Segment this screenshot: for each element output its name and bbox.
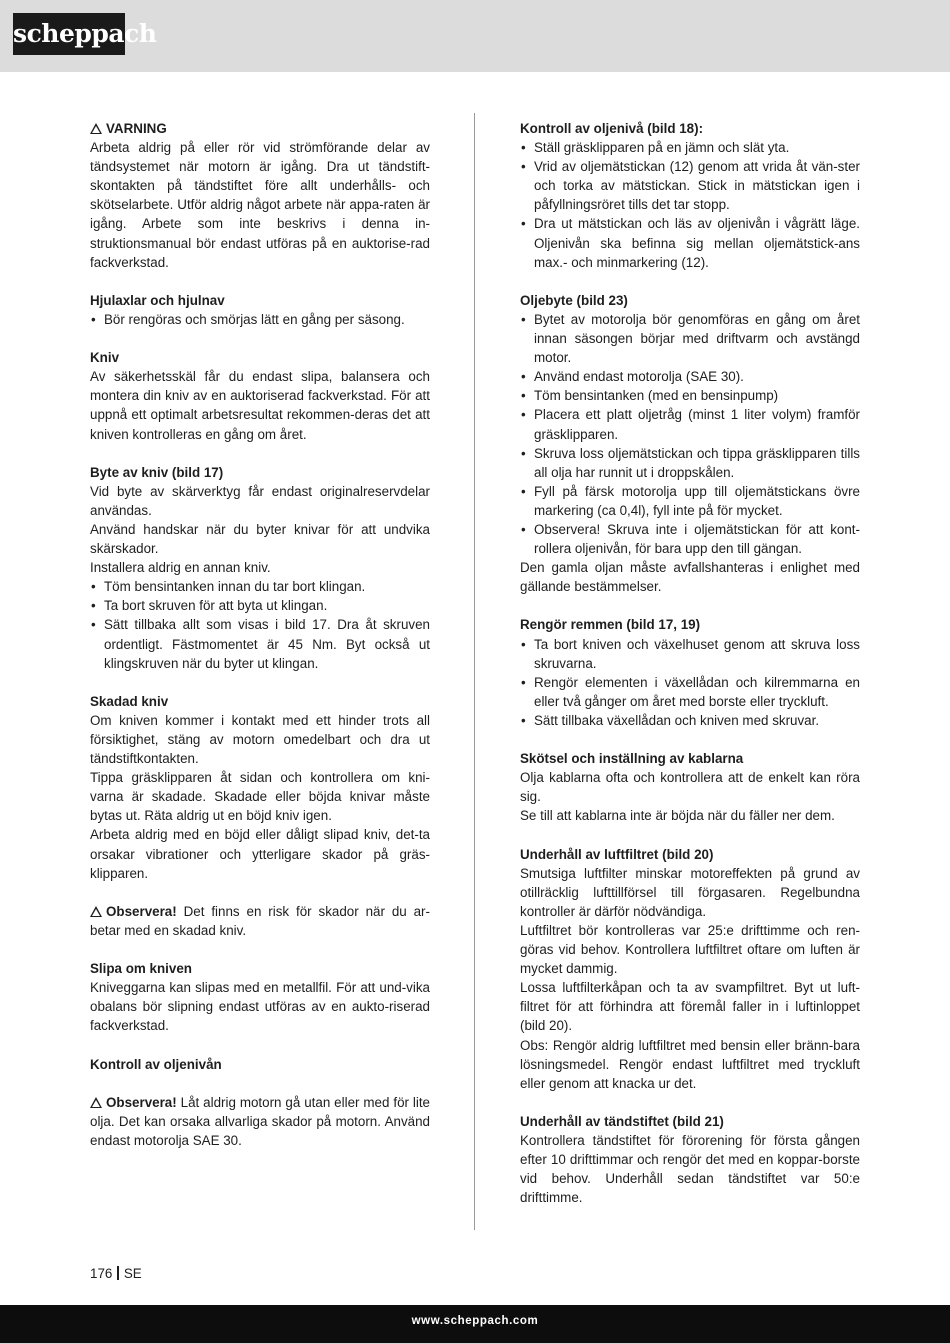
cables-section — [520, 749, 860, 825]
list-item: • Använd endast motorolja (SAE 30). — [520, 367, 860, 386]
paragraph: Av säkerhetsskäl får du endast slipa, balansera och montera din kniv av en auktoriserad fackverkstad. För att uppnå ett optimalt arbetsresultat rekommen-deras det att kniven kontrolleras en gång om året. — [90, 369, 430, 442]
paragraph: Obs: Rengör aldrig luftfiltret med bensin eller bränn-bara lösningsmedel. Rengör endast luftfiltret med tryckluft eller genom att knacka ur det. — [520, 1037, 860, 1091]
bullet-list — [520, 138, 860, 272]
list-item: • Ta bort skruven för att byta ut klingan. — [90, 596, 430, 615]
language-code: SE — [123, 1266, 142, 1281]
damaged-knife-section — [90, 692, 430, 883]
website-url: www.scheppach.com — [411, 1315, 539, 1327]
warning-triangle-icon — [90, 906, 102, 917]
caution-note-2 — [90, 1093, 430, 1150]
paragraph: Luftfiltret bör kontrolleras var 25:e drifttimme och ren-göras vid behov. Kontrollera luftfiltret oftare om luften är mycket dammig. — [520, 922, 860, 977]
paragraph: Lossa luftfilterkåpan och ta av svampfiltret. Byt ut luft-filtret för att förhindra att föremål faller in i luftinloppet (bild 20). — [520, 980, 860, 1034]
warning-heading: VARNING — [90, 119, 430, 138]
column-divider — [474, 113, 475, 1230]
warning-triangle-icon — [90, 1097, 102, 1108]
section-heading: Byte av kniv (bild 17) — [90, 464, 224, 480]
bullet-list — [90, 310, 430, 329]
list-item: • Skruva loss oljemätstickan och tippa gräsklipparen tills all olja har runnit ut i droppskålen. — [520, 444, 860, 482]
list-item: • Sätt tillbaka allt som visas i bild 17. Dra åt skruven ordentligt. Fästmomentet är 45 Nm. Byt också ut klingskruven när du byter ut klingan. — [90, 615, 430, 672]
scheppach-logo: scheppach — [13, 13, 125, 55]
oil-level-section — [520, 119, 860, 272]
knife-replacement-section — [90, 463, 430, 673]
warning-triangle-icon — [90, 123, 102, 134]
paragraph: Använd handskar när du byter knivar för att undvika skärskador. — [90, 521, 430, 557]
belt-cleaning-section — [520, 615, 860, 730]
warning-text: Arbeta aldrig på eller rör vid strömförande delar av tändsystemet när motorn är igång. Dra ut tändstift-skontakten på tändstiftet före allt underhålls- och skötselarbete. Utför aldrig något arbete när appa-raten är igång. Arbete som inte beskrivs i denna in-struktionsmanual bör endast utföras på en auktorise-rad fackverkstad. — [90, 140, 430, 270]
paragraph: Om kniven kommer i kontakt med ett hinder trots all försiktighet, stäng av motorn omedelbart och dra ut tändstiftkontakten. — [90, 712, 430, 767]
left-column — [90, 119, 430, 1169]
list-item: • Observera! Skruva inte i oljemätstickan för att kont-rollera oljenivån, för bara upp den till gängan. — [520, 520, 860, 558]
list-item: • Vrid av oljemätstickan (12) genom att vrida åt vän-ster och torka av mätstickan. Stick in mätstickan igen i påfyllningsröret tills det tar stopp. — [520, 157, 860, 214]
list-item: • Placera ett platt oljetråg (minst 1 liter volym) framför gräsklipparen. — [520, 405, 860, 443]
knife-section — [90, 348, 430, 443]
caution-text: Låt aldrig motorn gå utan eller med för lite olja. Det kan orsaka allvarliga skador på motorn. Använd endast motorolja SAE 30. — [90, 1094, 430, 1148]
section-heading: Slipa om kniven — [90, 961, 192, 977]
list-item: • Töm bensintanken innan du tar bort klingan. — [90, 577, 430, 596]
list-item: • Töm bensintanken (med en bensinpump) — [520, 386, 860, 405]
bullet-list — [90, 577, 430, 672]
paragraph: Kniveggarna kan slipas med en metallfil. För att und-vika obalans bör slipning endast utföras av en aukto-riserad fackverkstad. — [90, 980, 430, 1034]
caution-note-1 — [90, 902, 430, 940]
wheel-axles-section — [90, 291, 430, 329]
warning-section — [90, 119, 430, 272]
section-heading: Underhåll av tändstiftet (bild 21) — [520, 1113, 724, 1129]
section-heading: Skadad kniv — [90, 693, 169, 709]
list-item: • Dra ut mätstickan och läs av oljenivån i vågrätt läge. Oljenivån ska befinna sig mellan oljemätstick-ans max.- och minmarkering (12). — [520, 214, 860, 271]
header-bar — [0, 0, 950, 72]
paragraph: Smutsiga luftfilter minskar motoreffekten på grund av otillräcklig lufttillförsel till förgasaren. Regelbundna kontroller är därför nödvändiga. — [520, 865, 860, 919]
section-heading: Kontroll av oljenivån — [90, 1056, 222, 1072]
section-heading: Kontroll av oljenivå (bild 18): — [520, 121, 704, 136]
list-item: • Ta bort kniven och växelhuset genom att skruva loss skruvarna. — [520, 635, 860, 673]
list-item: • Ställ gräsklipparen på en jämn och slät yta. — [520, 138, 860, 157]
oil-check-heading-section — [90, 1055, 430, 1074]
paragraph: Se till att kablarna inte är böjda när du fäller ner dem. — [520, 808, 835, 824]
bullet-list — [520, 310, 860, 558]
list-item: • Sätt tillbaka växellådan och kniven med skruvar. — [520, 711, 860, 730]
list-item: • Rengör elementen i växellådan och kilremmarna en eller två gånger om året med borste eller tryckluft. — [520, 673, 860, 711]
caution-label: Observera! — [106, 1094, 177, 1110]
paragraph: Den gamla oljan måste avfallshanteras i enlighet med gällande bestämmelser. — [520, 560, 860, 595]
section-heading: Hjulaxlar och hjulnav — [90, 292, 225, 308]
oil-change-section — [520, 291, 860, 597]
paragraph: Installera aldrig en annan kniv. — [90, 560, 271, 576]
section-heading: Skötsel och inställning av kablarna — [520, 751, 744, 767]
list-item: • Bör rengöras och smörjas lätt en gång per säsong. — [90, 310, 430, 329]
section-heading: Oljebyte (bild 23) — [520, 292, 628, 308]
paragraph: Vid byte av skärverktyg får endast originalreservdelar användas. — [90, 483, 430, 518]
right-column — [520, 119, 860, 1226]
footer-separator — [117, 1266, 119, 1280]
paragraph: Kontrollera tändstiftet för förorening för första gången efter 10 drifttimmar och rengör det med en koppar-borste vid behov. Underhåll sedan tändstiftet var 50:e drifttimme. — [520, 1132, 860, 1206]
paragraph: Olja kablarna ofta och kontrollera att de enkelt kan röra sig. — [520, 770, 860, 805]
list-item: • Fyll på färsk motorolja upp till oljemätstickans övre markering (ca 0,4l), fyll inte på för mycket. — [520, 482, 860, 520]
caution-label: Observera! — [106, 903, 177, 919]
paragraph: Tippa gräsklipparen åt sidan och kontrollera om kni-varna är skadade. Skadade eller böjda knivar måste bytas ut. Räta aldrig ut en böjd kniv igen. — [90, 770, 430, 824]
section-heading: Kniv — [90, 350, 120, 366]
air-filter-section — [520, 845, 860, 1093]
bullet-list — [520, 635, 860, 730]
paragraph: Arbeta aldrig med en böjd eller dåligt slipad kniv, det-ta orsakar vibrationer och ytterligare skador på gräs-klipparen. — [90, 827, 430, 881]
spark-plug-section — [520, 1112, 860, 1207]
page-number: 176 — [90, 1266, 113, 1281]
page-footer — [90, 1266, 142, 1282]
sharpen-section — [90, 959, 430, 1035]
caution-text: Det finns en risk för skador när du ar-betar med en skadad kniv. — [90, 903, 430, 938]
section-heading: Underhåll av luftfiltret (bild 20) — [520, 846, 714, 862]
section-heading: Rengör remmen (bild 17, 19) — [520, 617, 701, 633]
list-item: • Bytet av motorolja bör genomföras en gång om året innan säsongen börjar med driftvarm och avstängd motor. — [520, 310, 860, 367]
